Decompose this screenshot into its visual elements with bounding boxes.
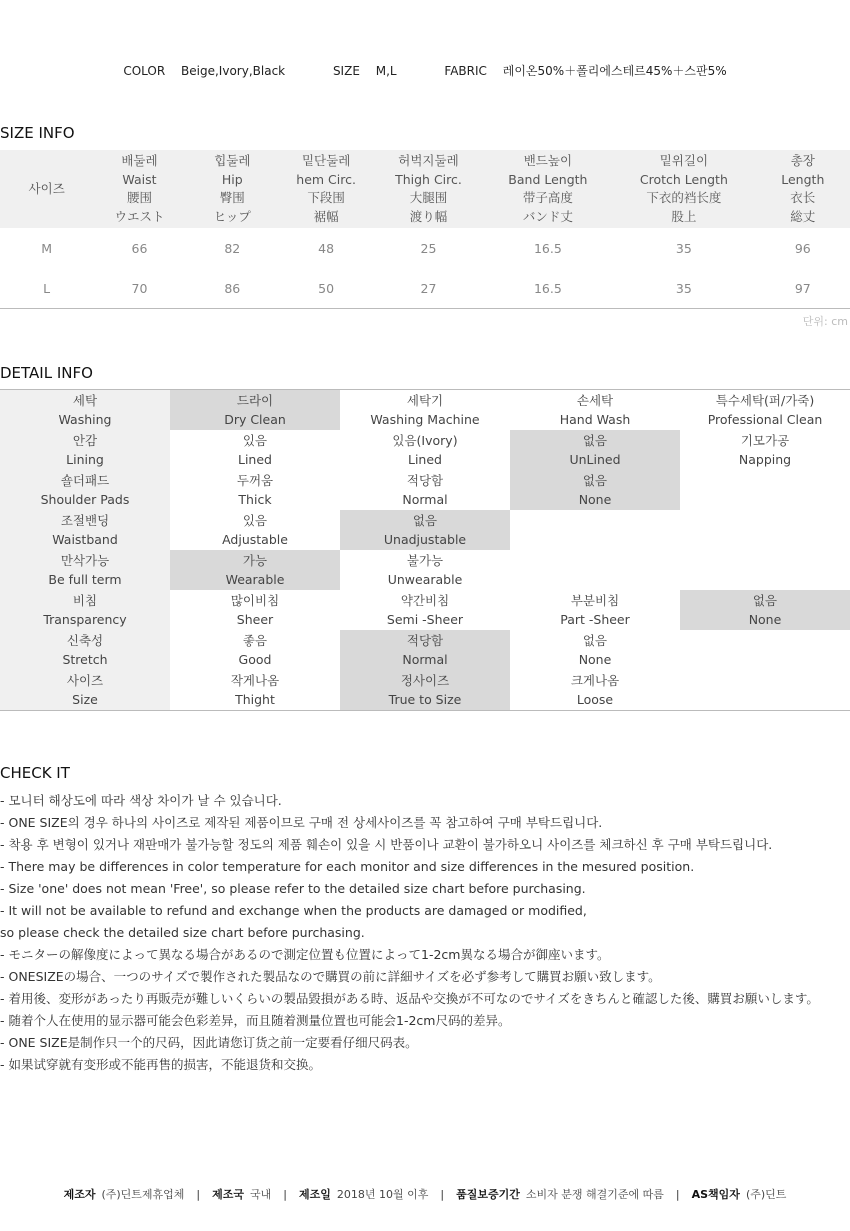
detail-option-cell [170,670,340,711]
detail-option-ko: 크게나옴 [570,672,620,688]
detail-option-ko: 약간비침 [400,592,450,608]
size-table [0,150,850,309]
fabric-value: 레이온50%＋폴리에스테르45%＋스판5% [502,64,727,78]
detail-option-cell [510,550,680,590]
detail-attribute-cell [0,670,170,711]
detail-option-ko: 세탁기 [406,392,444,408]
size-value-cell: 25 [420,240,437,256]
detail-option-ko: 적당함 [406,632,444,648]
size-value: M,L [375,64,397,78]
detail-option-ko: 없음 [752,592,778,608]
detail-option-cell [680,550,850,590]
detail-option-en: True to Size [388,692,462,707]
detail-attribute-cell [0,630,170,670]
check-it-line: - ONE SIZE의 경우 하나의 사이즈로 제작된 제품이므로 구매 전 상세사이즈를 꼭 참고하여 구매 부탁드립니다. [0,815,603,830]
detail-option-ko: 특수세탁(퍼/가죽) [715,392,815,408]
table-row [0,228,850,268]
color-value: Beige,Ivory,Black [181,64,286,78]
detail-attribute-en: Size [72,692,98,707]
size-value-cell: 35 [675,240,692,256]
size-column-label-zh: 下段围 [307,190,345,205]
footer-separator: | [440,1188,445,1201]
size-info-title: SIZE INFO [0,124,75,142]
color-label: COLOR [123,64,166,78]
detail-option-ko: 적당함 [406,472,444,488]
detail-attribute-ko: 비침 [72,592,98,608]
check-it-line: - 如果试穿就有变形或不能再售的损害，不能退货和交换。 [0,1057,321,1072]
detail-option-ko: 있음 [242,432,268,448]
size-value-cell: 35 [612,268,756,309]
check-it-line: - 모니터 해상도에 따라 색상 차이가 날 수 있습니다. [0,793,282,808]
detail-option-cell [680,630,850,670]
detail-attribute-cell [0,470,170,510]
footer-separator: | [675,1188,680,1201]
detail-option-en: Washing Machine [370,412,480,427]
detail-option-en: Sheer [236,612,274,627]
size-value-cell: 86 [186,268,279,309]
unit-label: 단위: cm [802,315,848,328]
product-spec-line [0,62,850,79]
table-row [0,268,850,309]
size-column-label-ja: ヒップ [213,208,251,224]
size-column-label-en: Hip [221,171,243,187]
detail-option-en: Wearable [225,572,285,587]
footer-item-label: 제조자 [63,1188,96,1201]
size-column-header [93,150,185,228]
detail-option-ko: 손세탁 [576,392,614,408]
detail-option-ko: 작게나옴 [230,672,280,688]
detail-option-cell [680,390,850,431]
size-column-header [279,150,373,228]
detail-option-en: UnLined [569,452,621,467]
detail-option-en: None [748,612,782,627]
detail-attribute-ko: 사이즈 [66,672,104,688]
size-column-header [612,150,756,228]
check-it-line: - It will not be available to refund and exchange when the products are damaged or modified, [0,903,587,918]
size-column-label-ja: 裾幅 [313,208,339,224]
detail-attribute-ko: 만삭가능 [60,552,110,568]
detail-option-cell [170,510,340,550]
size-spec [333,64,400,78]
detail-attribute-en: Stretch [62,652,108,667]
fabric-spec [444,64,726,78]
detail-option-cell [680,470,850,510]
detail-info-title: DETAIL INFO [0,364,93,382]
detail-option-ko: 정사이즈 [400,672,450,688]
detail-option-cell [170,630,340,670]
detail-option-en: Loose [576,692,614,707]
footer-item-value: 2018년 10월 이후 [336,1188,429,1201]
detail-option-ko: 있음(Ivory) [392,432,458,448]
color-spec [123,64,289,78]
size-label-cell: M [41,240,53,256]
footer-item-value: (주)딘트 [745,1188,787,1201]
footer-item-label: AS책임자 [691,1188,740,1201]
check-it-line: so please check the detailed size chart before purchasing. [0,925,365,940]
size-column-label-en: Crotch Length [639,171,728,187]
detail-row [0,470,850,510]
size-value-cell: 70 [93,268,185,309]
size-column-label-en: Band Length [508,171,588,187]
check-it-line: - モニターの解像度によって異なる場合があるので測定位置も位置によって1-2cm異なる場合が御座います。 [0,947,610,962]
size-column-label-ja: 渡り幅 [409,208,448,224]
detail-option-cell [340,390,510,431]
footer-item-label: 품질보증기간 [456,1188,520,1201]
detail-table [0,389,850,711]
detail-option-cell [170,550,340,590]
detail-attribute-ko: 조절밴딩 [60,512,110,528]
size-column-label-ja: ウエスト [114,208,165,224]
size-column-header [756,150,850,228]
detail-attribute-en: Lining [66,452,104,467]
footer-item [456,1188,664,1201]
detail-attribute-ko: 안감 [72,432,98,448]
detail-attribute-en: Shoulder Pads [40,492,130,507]
detail-attribute-en: Washing [58,412,112,427]
detail-option-ko: 없음 [582,472,608,488]
detail-attribute-ko: 숄더패드 [60,472,110,488]
detail-option-ko: 부분비침 [570,592,620,608]
size-column-label-ko: 밴드높이 [523,153,573,168]
detail-option-en: None [578,652,612,667]
detail-option-cell [510,390,680,431]
detail-option-ko: 가능 [242,552,268,568]
detail-option-cell [340,470,510,510]
size-column-label-ko: 힙둘레 [214,153,251,168]
check-it-line: - ONESIZEの場合、一つのサイズで製作された製品なので購買の前に詳細サイズを必ず参考して購買お願い致します。 [0,969,661,984]
detail-option-ko: 있음 [242,512,268,528]
size-column-label-zh: 大腿围 [409,190,448,205]
footer-item-label: 제조일 [299,1188,331,1201]
size-column-label-en: Waist [122,171,157,187]
size-value-cell: 97 [756,268,850,309]
detail-attribute-ko: 세탁 [72,392,98,408]
size-column-label-ja: バンド丈 [522,208,573,224]
detail-row [0,390,850,431]
detail-option-ko: 두꺼움 [236,472,274,488]
check-it-line: - 着用後、変形があったり再販売が難しいくらいの製品毀損がある時、返品や交換が不可なのでサイズをきちんと確認した後、購買お願いします。 [0,991,819,1006]
size-column-header [484,150,612,228]
detail-option-cell [680,670,850,711]
size-column-label-zh: 下衣的裆长度 [646,190,722,205]
detail-attribute-cell [0,510,170,550]
detail-option-cell [340,590,510,630]
detail-option-cell [510,670,680,711]
size-value-cell: 66 [131,240,148,256]
size-column-label-en: hem Circ. [296,171,356,187]
detail-option-cell [170,470,340,510]
detail-option-cell [340,550,510,590]
size-column-label-zh: 腰围 [126,190,152,205]
detail-option-ko: 좋음 [242,632,268,648]
detail-row [0,510,850,550]
detail-option-ko: 없음 [412,512,438,528]
detail-option-en: Semi -Sheer [386,612,464,627]
detail-option-cell [680,430,850,470]
size-column-label-ko: 밑단둘레 [301,153,351,168]
size-header-row [0,150,850,228]
detail-option-en: Professional Clean [707,412,823,427]
fabric-label: FABRIC [444,64,487,78]
detail-row [0,430,850,470]
detail-option-cell [340,670,510,711]
check-it-line: - Size 'one' does not mean 'Free', so please refer to the detailed size chart before purchasing. [0,881,586,896]
size-column-header [186,150,279,228]
footer-item-value: 국내 [250,1188,272,1201]
detail-option-ko: 드라이 [236,392,274,408]
size-row-header: 사이즈 [0,150,93,228]
detail-option-en: Unwearable [387,572,463,587]
detail-option-ko: 많이비침 [230,592,280,608]
size-value-cell: 48 [318,240,335,256]
size-column-label-en: Length [781,171,825,187]
detail-option-cell [340,630,510,670]
detail-option-en: Thight [235,692,275,707]
footer-separator: | [283,1188,288,1201]
detail-option-en: None [578,492,612,507]
check-it-line: - There may be differences in color temperature for each monitor and size differences in the mesured position. [0,859,695,874]
detail-option-en: Adjustable [222,532,288,547]
detail-option-ko: 불가능 [406,552,444,568]
detail-option-cell [510,590,680,630]
detail-row [0,590,850,630]
size-value-cell: 16.5 [484,268,612,309]
detail-option-ko: 없음 [582,632,608,648]
detail-attribute-ko: 신축성 [66,632,104,648]
detail-option-ko: 없음 [582,432,608,448]
detail-option-en: Unadjustable [383,532,467,547]
size-value-cell: 96 [794,240,811,256]
detail-option-cell [510,630,680,670]
detail-option-en: Lined [408,452,442,467]
size-column-label-ja: 総丈 [790,208,816,224]
detail-attribute-en: Transparency [43,612,127,627]
detail-option-cell [680,510,850,550]
size-value-cell: 50 [279,268,373,309]
detail-attribute-cell [0,390,170,431]
size-column-label-ko: 배둘레 [121,153,158,168]
detail-option-en: Dry Clean [224,412,286,427]
size-label-cell: L [0,268,93,309]
check-it-line: - 착용 후 변형이 있거나 재판매가 불가능할 정도의 제품 훼손이 있을 시 반품이나 교환이 불가하오니 사이즈를 체크하신 후 구매 부탁드립니다. [0,837,773,852]
detail-option-cell [340,510,510,550]
size-column-label-ko: 밑위길이 [659,153,709,168]
detail-option-cell [510,510,680,550]
footer-item-value: (주)딘트제휴업체 [101,1188,185,1201]
detail-option-en: Hand Wash [559,412,631,427]
footer-item [64,1188,185,1201]
size-value-cell: 27 [373,268,483,309]
detail-row [0,670,850,711]
detail-option-en: Normal [402,492,448,507]
footer-item [212,1188,271,1201]
detail-attribute-en: Waistband [52,532,118,547]
detail-option-en: Thick [238,492,272,507]
detail-option-en: Part -Sheer [560,612,630,627]
detail-option-cell [510,470,680,510]
check-it-notes [0,790,850,1076]
check-it-line: - ONE SIZE是制作只一个的尺码，因此请您订货之前一定要看仔细尺码表。 [0,1035,418,1050]
size-column-label-zh: 臀围 [219,190,245,205]
footer-item-label: 제조국 [212,1188,245,1201]
size-value-cell: 16.5 [533,240,562,256]
size-column-label-zh: 衣长 [790,190,816,205]
detail-attribute-cell [0,550,170,590]
detail-option-cell [510,430,680,470]
footer-item [299,1188,428,1201]
size-column-label-ja: 股上 [671,208,697,224]
detail-attribute-cell [0,590,170,630]
detail-option-cell [340,430,510,470]
footer-separator: | [196,1188,201,1201]
detail-attribute-cell [0,430,170,470]
product-footer [0,1186,850,1202]
size-value-cell: 82 [224,240,241,256]
size-column-label-en: Thigh Circ. [395,171,462,187]
size-label: SIZE [332,64,360,78]
size-column-label-ko: 허벅지둘레 [398,153,459,168]
size-column-label-zh: 带子高度 [522,190,573,205]
check-it-line: - 随着个人在使用的显示器可能会色彩差异，而且随着测量位置也可能会1-2cm尺码的差异。 [0,1013,511,1028]
detail-row [0,550,850,590]
detail-attribute-en: Be full term [48,572,122,587]
detail-option-cell [680,590,850,630]
detail-option-en: Good [238,652,272,667]
size-column-label-ko: 총장 [790,153,815,168]
detail-option-cell [170,390,340,431]
detail-option-en: Napping [738,452,792,467]
detail-option-cell [170,590,340,630]
detail-option-ko: 기모가공 [740,432,790,448]
size-column-header [373,150,483,228]
detail-option-en: Normal [402,652,448,667]
detail-option-cell [170,430,340,470]
detail-option-en: Lined [238,452,272,467]
check-it-title: CHECK IT [0,764,70,782]
footer-item [692,1188,787,1201]
detail-row [0,630,850,670]
footer-item-value: 소비자 분쟁 해결기준에 따름 [525,1188,664,1201]
